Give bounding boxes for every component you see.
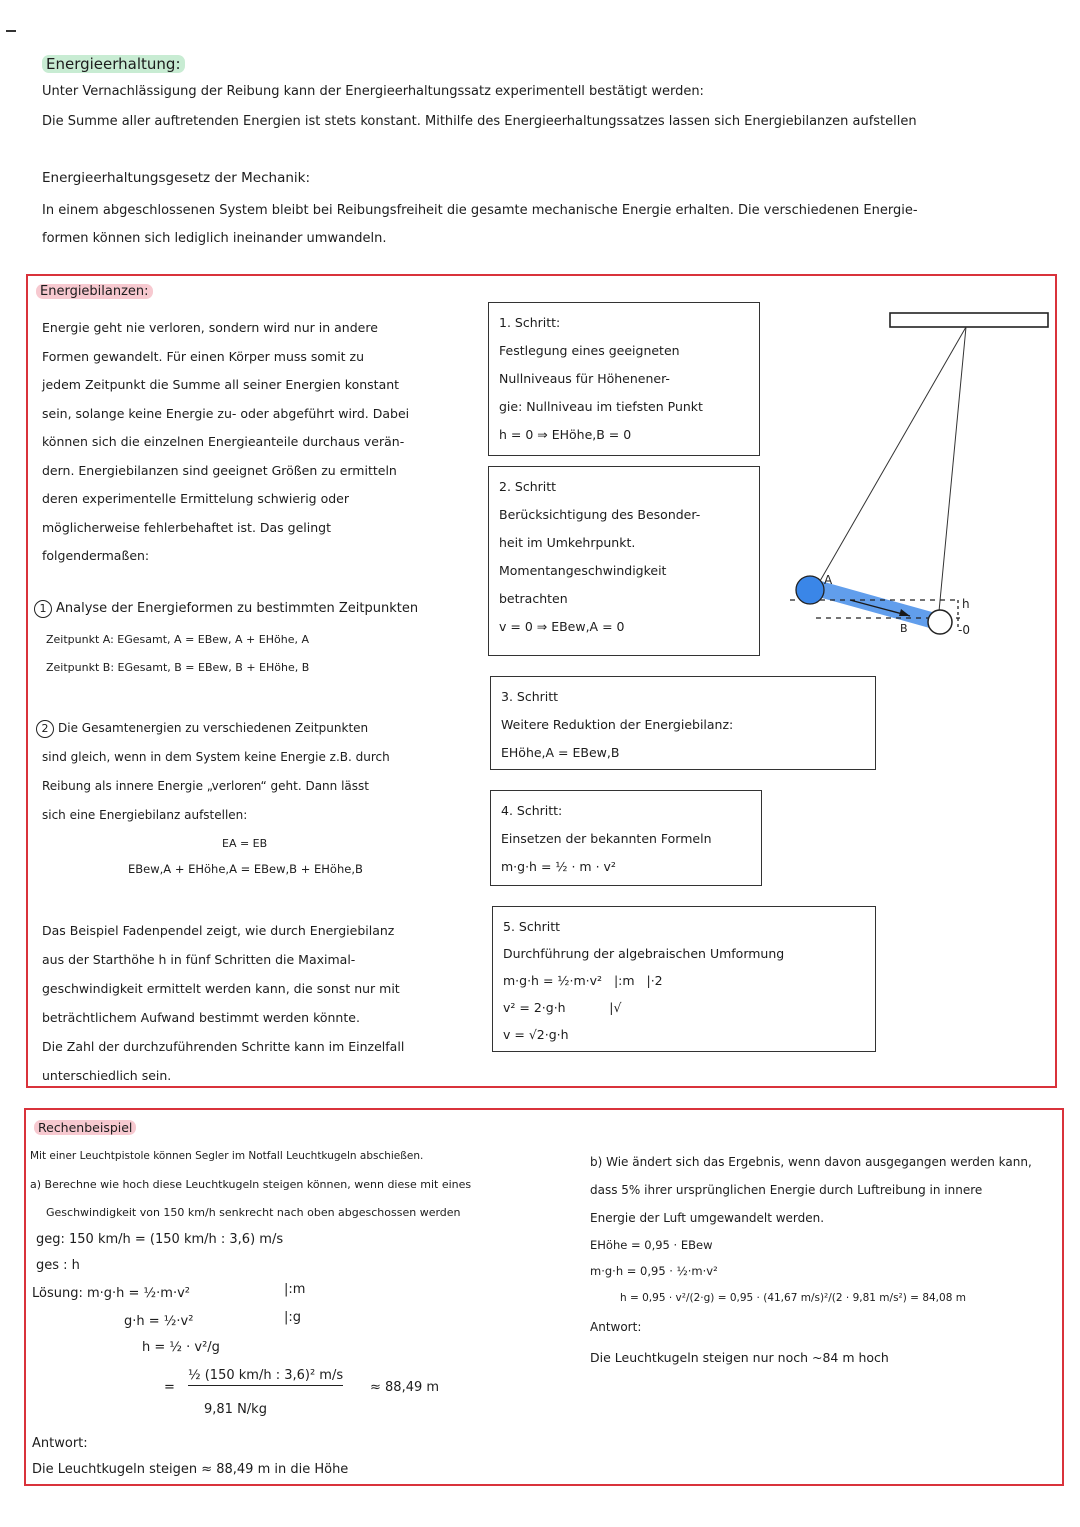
wanted-value: ges : h [36, 1258, 80, 1273]
step-3-line: Weitere Reduktion der Energiebilanz: [501, 717, 734, 732]
intro-text-line: jedem Zeitpunkt die Summe all seiner Energien konstant [42, 377, 400, 392]
step-5-title: 5. Schritt [503, 919, 561, 934]
step-1-line: h = 0 ⇒ EHöhe,B = 0 [499, 427, 632, 442]
step-5-box [492, 906, 876, 1052]
label-b: B [900, 622, 908, 635]
label-h: h [962, 597, 970, 611]
solution-line-1: Lösung: m·g·h = ½·m·v² [32, 1286, 190, 1301]
pendulum-example [42, 916, 404, 1090]
given-values: geg: 150 km/h = (150 km/h : 3,6) m/s [36, 1232, 284, 1247]
step-3-box [490, 676, 876, 770]
page-title [42, 55, 185, 73]
solution-note-2: |:g [284, 1310, 302, 1325]
step-5-line: m·g·h = ½·m·v² |:m |·2 [503, 973, 663, 988]
step-2-line: Momentangeschwindigkeit [499, 563, 667, 578]
step-4-line: m·g·h = ½ · m · v² [501, 859, 616, 874]
example-line: unterschiedlich sein. [42, 1068, 172, 1083]
step-1-line: Festlegung eines geeigneten [499, 343, 680, 358]
step-2-line: heit im Umkehrpunkt. [499, 535, 636, 550]
pendulum-bob-b [928, 610, 952, 634]
solution-result: ≈ 88,49 m [370, 1380, 440, 1395]
task-a-line-2: Geschwindigkeit von 150 km/h senkrecht nach oben abgeschossen werden [46, 1206, 461, 1219]
step-1-line: gie: Nullniveau im tiefsten Punkt [499, 399, 703, 414]
intro-text-line: möglicherweise fehlerbehaftet ist. Das gelingt [42, 519, 331, 535]
example-line: Das Beispiel Fadenpendel zeigt, wie durch Energiebilanz [42, 923, 395, 938]
b-eq-3: h = 0,95 · v²/(2·g) = 0,95 · (41,67 m/s)²/(2 · 9,81 m/s²) = 84,08 m [620, 1292, 966, 1304]
task-b-line: dass 5% ihrer ursprünglichen Energie durch Luftreibung in innere [590, 1183, 983, 1197]
step-3-title: 3. Schritt [501, 689, 559, 704]
mechanics-line-1: In einem abgeschlossenen System bleibt bei Reibungsfreiheit die gesamte mechanische Energie erhalten. Die verschiedenen Energie- [42, 203, 918, 218]
point-1 [34, 600, 418, 618]
example-line: aus der Starthöhe h in fünf Schritten die Maximal- [42, 952, 356, 967]
intro-text-line: Formen gewandelt. Für einen Körper muss somit zu [42, 348, 365, 364]
mechanics-line-2: formen können sich lediglich ineinander umwandeln. [42, 231, 387, 246]
mechanics-title: Energieerhaltungsgesetz der Mechanik: [42, 170, 311, 186]
solution-denominator: 9,81 N/kg [204, 1402, 267, 1417]
point-1-b: Zeitpunkt B: EGesamt, B = EBew, B + EHöhe, B [46, 661, 310, 674]
intro-text-line: sein, solange keine Energie zu- oder abgeführt wird. Dabei [42, 405, 410, 421]
example-line: beträchtlichem Aufwand bestimmt werden könnte. [42, 1010, 360, 1025]
balance-eq-1: EA = EB [222, 837, 268, 850]
point-2-line: sich eine Energiebilanz aufstellen: [42, 808, 248, 822]
step-1-line: Nullniveaus für Höhenener- [499, 371, 670, 386]
task-b-line: b) Wie ändert sich das Ergebnis, wenn davon ausgegangen werden kann, [590, 1155, 1032, 1169]
pendulum-string-b [938, 327, 966, 622]
solution-note-1: |:m [284, 1282, 306, 1297]
page-title-text: Energieerhaltung: [42, 55, 185, 73]
bilanzen-intro [42, 314, 409, 571]
bilanzen-title [36, 284, 153, 299]
intro-text-line: folgendermaßen: [42, 548, 150, 563]
point-2 [36, 714, 390, 830]
pendulum-swing-path [816, 588, 938, 622]
point-1-number: 1 [34, 600, 52, 618]
pendulum-diagram [780, 300, 1050, 660]
pendulum-ceiling [890, 313, 1048, 327]
answer-b-label: Antwort: [590, 1320, 642, 1334]
step-2-line: Berücksichtigung des Besonder- [499, 507, 701, 522]
point-2-number: 2 [36, 720, 54, 738]
example-line: geschwindigkeit ermittelt werden kann, die sonst nur mit [42, 981, 400, 996]
label-a: A [824, 573, 833, 587]
answer-a-label: Antwort: [32, 1436, 88, 1451]
step-4-box [490, 790, 762, 886]
task-a-line-1: a) Berechne wie hoch diese Leuchtkugeln steigen können, wenn diese mit eines [30, 1178, 472, 1191]
point-2-line [36, 714, 390, 743]
label-zero: -0 [958, 623, 970, 637]
solution-equals: = [164, 1380, 175, 1395]
step-2-title: 2. Schritt [499, 479, 557, 494]
step-2-line: v = 0 ⇒ EBew,A = 0 [499, 619, 625, 634]
step-5-line: v² = 2·g·h |√ [503, 1000, 622, 1015]
solution-line-3: h = ½ · v²/g [142, 1340, 220, 1355]
pendulum-string-a [816, 327, 966, 588]
intro-text-line: Energie geht nie verloren, sondern wird nur in andere [42, 320, 378, 335]
intro-text-line: dern. Energiebilanzen sind geeignet Größen zu ermitteln [42, 462, 397, 478]
point-2-text: Die Gesamtenergien zu verschiedenen Zeitpunkten [58, 721, 369, 735]
step-5-line: Durchführung der algebraischen Umformung [503, 946, 785, 961]
answer-b-text: Die Leuchtkugeln steigen nur noch ~84 m hoch [590, 1350, 889, 1365]
answer-a-text: Die Leuchtkugeln steigen ≈ 88,49 m in die Höhe [32, 1462, 349, 1477]
intro-line-2: Die Summe aller auftretenden Energien ist stets konstant. Mithilfe des Energieerhaltungssatzes lassen sich Energiebilanzen aufstellen [42, 114, 917, 129]
pendulum-bob-a [796, 576, 824, 604]
step-2-box [488, 466, 760, 656]
step-3-line: EHöhe,A = EBew,B [501, 745, 620, 760]
rechen-intro: Mit einer Leuchtpistole können Segler im Notfall Leuchtkugeln abschießen. [30, 1150, 424, 1162]
task-b-line: Energie der Luft umgewandelt werden. [590, 1211, 825, 1225]
step-1-box [488, 302, 760, 456]
point-2-line: Reibung als innere Energie „verloren“ geht. Dann lässt [42, 779, 369, 793]
solution-line-2: g·h = ½·v² [124, 1314, 194, 1329]
solution-numerator: ½ (150 km/h : 3,6)² m/s [188, 1368, 343, 1386]
step-4-line: Einsetzen der bekannten Formeln [501, 831, 712, 846]
b-eq-2: m·g·h = 0,95 · ½·m·v² [590, 1264, 718, 1278]
rechen-title [34, 1120, 136, 1135]
top-dash [6, 30, 16, 32]
balance-eq-2: EBew,A + EHöhe,A = EBew,B + EHöhe,B [128, 862, 363, 876]
intro-text-line: können sich die einzelnen Energieanteile durchaus verän- [42, 434, 405, 449]
point-1-title: Analyse der Energieformen zu bestimmten Zeitpunkten [56, 601, 419, 616]
step-2-line: betrachten [499, 591, 568, 606]
b-eq-1: EHöhe = 0,95 · EBew [590, 1238, 713, 1252]
intro-line-1: Unter Vernachlässigung der Reibung kann der Energieerhaltungssatz experimentell bestätigt werden: [42, 84, 704, 99]
intro-text-line: deren experimentelle Ermittelung schwierig oder [42, 491, 349, 506]
step-4-title: 4. Schritt: [501, 803, 563, 818]
point-1-a: Zeitpunkt A: EGesamt, A = EBew, A + EHöhe, A [46, 633, 309, 646]
step-5-line: v = √2·g·h [503, 1027, 569, 1042]
bilanzen-title-text: Energiebilanzen: [36, 284, 153, 299]
rechen-title-text: Rechenbeispiel [34, 1120, 136, 1135]
point-2-line: sind gleich, wenn in dem System keine Energie z.B. durch [42, 750, 390, 764]
task-b [590, 1148, 1032, 1232]
example-line: Die Zahl der durchzuführenden Schritte kann im Einzelfall [42, 1039, 405, 1054]
step-1-title: 1. Schritt: [499, 315, 561, 330]
